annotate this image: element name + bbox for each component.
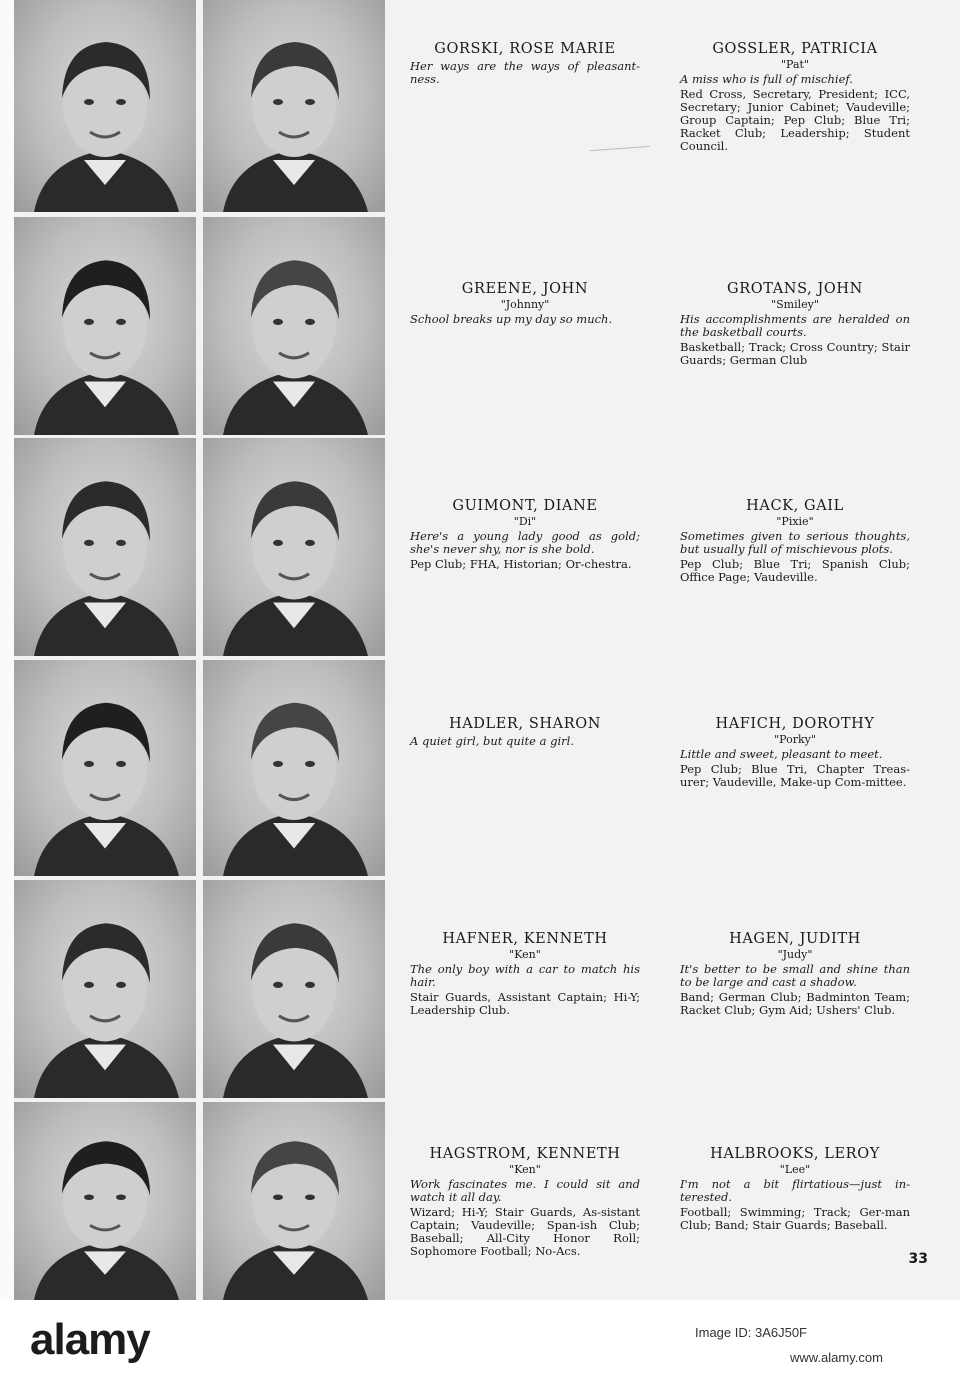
- student-name: GUIMONT, DIANE: [452, 498, 598, 514]
- senior-entry: [680, 1145, 910, 1232]
- student-nickname: "Johnny": [500, 298, 550, 311]
- student-activities: Basketball; Track; Cross Country; Stair Guards; German Club: [680, 340, 910, 367]
- student-quote: His accomplishments are heralded on the basketball courts.: [680, 312, 910, 339]
- student-name: HAGEN, JUDITH: [729, 931, 861, 947]
- student-quote: The only boy with a car to match his hair.: [410, 962, 640, 989]
- senior-entry: [410, 1145, 640, 1258]
- senior-entry: [680, 715, 910, 789]
- portrait-photo: [14, 880, 196, 1098]
- portrait-photo: [14, 0, 196, 212]
- senior-entry: [680, 930, 910, 1017]
- student-quote: Little and sweet, pleasant to meet.: [680, 747, 883, 761]
- portrait-photo: [203, 880, 385, 1098]
- student-activities: Stair Guards, Assistant Captain; Hi-Y; Leadership Club.: [410, 990, 640, 1017]
- student-quote: A miss who is full of mischief.: [680, 72, 853, 86]
- page-margin: [0, 0, 14, 1300]
- image-id: Image ID: 3A6J50F: [695, 1325, 807, 1340]
- student-nickname: "Judy": [777, 948, 813, 961]
- student-nickname: "Smiley": [771, 298, 819, 311]
- senior-entry: [410, 930, 640, 1017]
- portrait-photo: [14, 1102, 196, 1300]
- student-activities: Football; Swimming; Track; Ger-man Club; Band; Stair Guards; Baseball.: [680, 1205, 910, 1232]
- student-nickname: "Di": [513, 515, 537, 528]
- student-nickname: "Lee": [779, 1163, 811, 1176]
- student-name: GORSKI, ROSE MARIE: [434, 41, 616, 57]
- portrait-photo: [203, 438, 385, 656]
- portrait-photo: [14, 217, 196, 435]
- site-link[interactable]: www.alamy.com: [790, 1350, 883, 1365]
- senior-entry: [680, 40, 910, 153]
- senior-entry: [410, 497, 640, 571]
- alamy-logo[interactable]: alamy: [30, 1315, 150, 1364]
- senior-entry: [410, 40, 640, 86]
- student-name: GREENE, JOHN: [461, 281, 589, 297]
- portrait-photo: [203, 660, 385, 876]
- student-name: HALBROOKS, LEROY: [710, 1146, 880, 1162]
- student-quote: I'm not a bit flirtatious—just in-terested.: [680, 1177, 910, 1204]
- student-name: HAFNER, KENNETH: [442, 931, 608, 947]
- student-nickname: "Porky": [774, 733, 816, 746]
- student-name: HAGSTROM, KENNETH: [429, 1146, 621, 1162]
- student-nickname: "Pat": [780, 58, 809, 71]
- portrait-photo: [14, 438, 196, 656]
- student-name: HADLER, SHARON: [448, 716, 602, 732]
- student-activities: Pep Club; FHA, Historian; Or-chestra.: [410, 557, 632, 571]
- student-nickname: "Pixie": [776, 515, 814, 528]
- student-name: HAFICH, DOROTHY: [715, 716, 875, 732]
- student-quote: A quiet girl, but quite a girl.: [410, 734, 574, 748]
- portrait-photo: [203, 1102, 385, 1300]
- student-nickname: "Ken": [509, 1163, 541, 1176]
- student-activities: Red Cross, Secretary, President; ICC, Secretary; Junior Cabinet; Vaudeville; Group Captain; Pep Club; Blue Tri; Racket Club; Leadership; Student Council.: [680, 87, 910, 153]
- student-name: GROTANS, JOHN: [727, 281, 863, 297]
- portrait-photo: [203, 217, 385, 435]
- student-activities: Pep Club; Blue Tri, Chapter Treas-urer; Vaudeville, Make-up Com-mittee.: [680, 762, 910, 789]
- student-quote: Sometimes given to serious thoughts, but usually full of mischievous plots.: [680, 529, 910, 556]
- student-quote: School breaks up my day so much.: [410, 312, 613, 326]
- student-quote: It's better to be small and shine than to be large and cast a shadow.: [680, 962, 910, 989]
- student-activities: Pep Club; Blue Tri; Spanish Club; Office Page; Vaudeville.: [680, 557, 910, 584]
- student-activities: Band; German Club; Badminton Team; Racket Club; Gym Aid; Ushers' Club.: [680, 990, 910, 1017]
- student-quote: Work fascinates me. I could sit and watch it all day.: [410, 1177, 640, 1204]
- student-activities: Wizard; Hi-Y; Stair Guards, As-sistant Captain; Vaudeville; Span-ish Club; Baseball; All-City Honor Roll; Sophomore Football; No-Acs.: [410, 1205, 640, 1258]
- senior-entry: [410, 280, 640, 326]
- senior-entry: [680, 280, 910, 367]
- senior-entry: [410, 715, 640, 748]
- student-nickname: "Ken": [509, 948, 541, 961]
- portrait-photo: [203, 0, 385, 212]
- student-name: GOSSLER, PATRICIA: [712, 41, 878, 57]
- portrait-photo: [14, 660, 196, 876]
- student-quote: Here's a young lady good as gold; she's never shy, nor is she bold.: [410, 529, 640, 556]
- student-quote: Her ways are the ways of pleasant-ness.: [410, 59, 640, 86]
- student-name: HACK, GAIL: [746, 498, 844, 514]
- page-number: 33: [908, 1251, 928, 1267]
- senior-entry: [680, 497, 910, 584]
